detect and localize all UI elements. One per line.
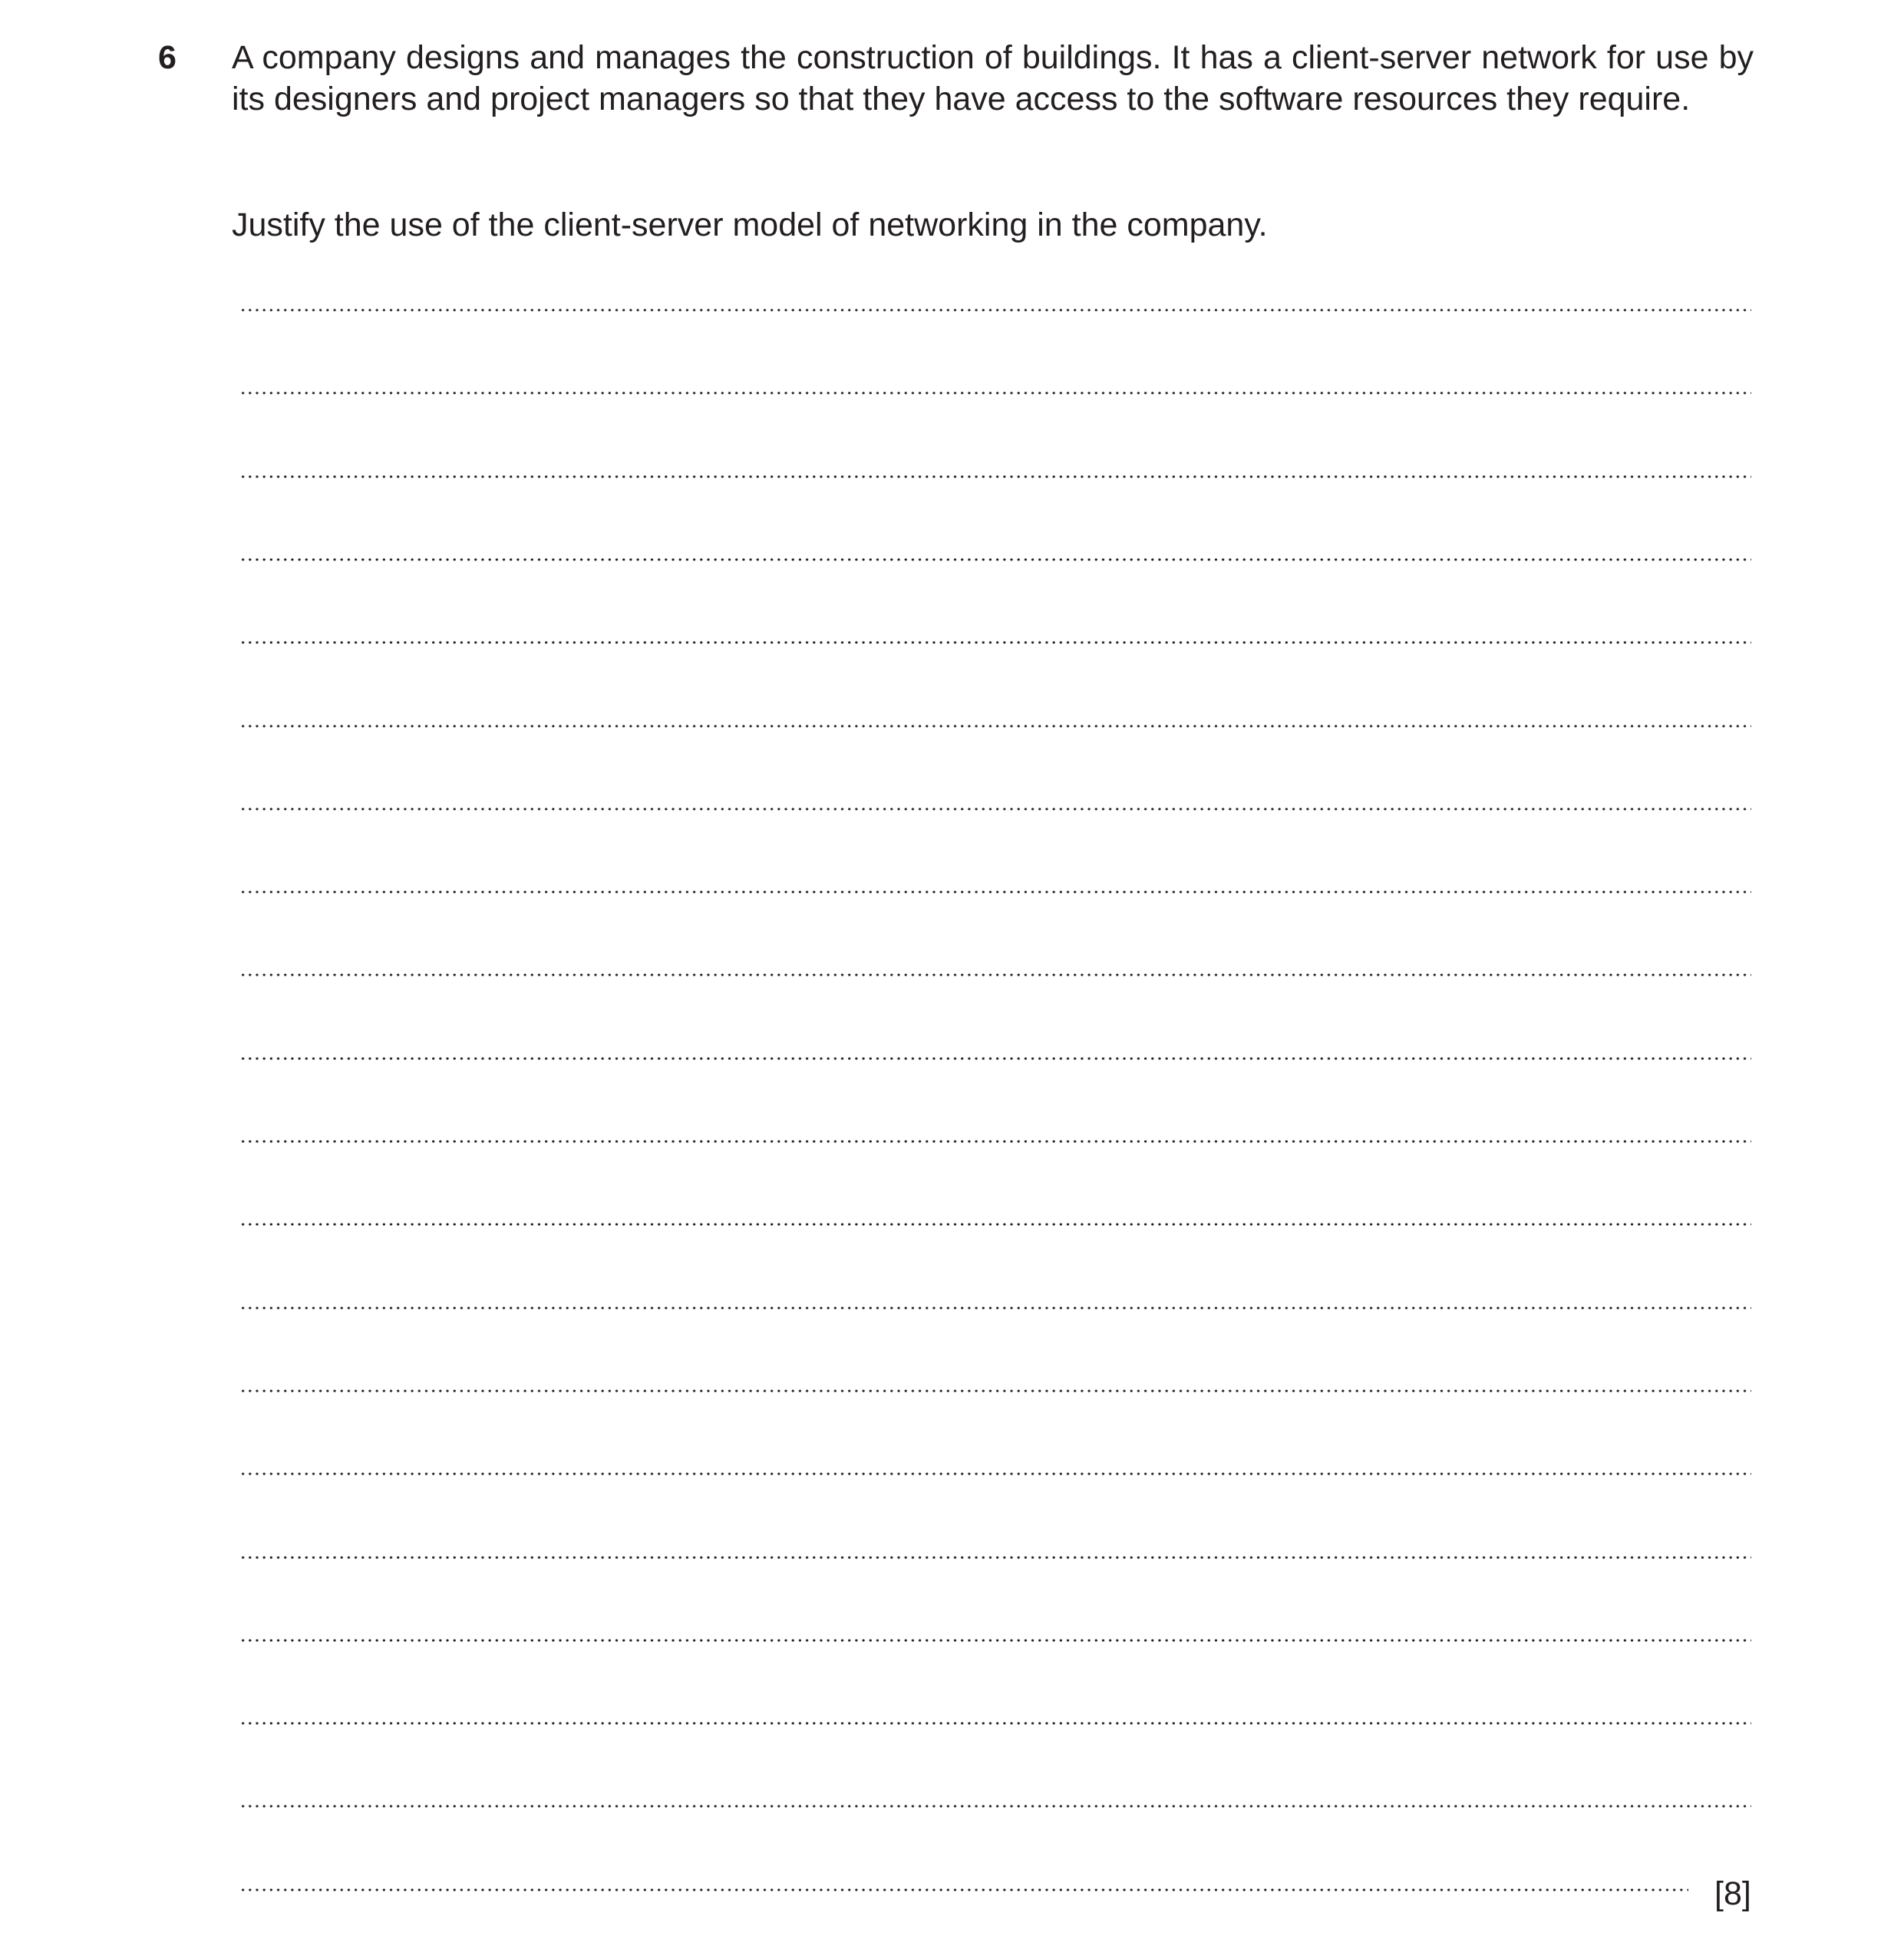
marks-indicator: [8] <box>1714 1875 1751 1912</box>
answer-line[interactable] <box>239 1722 1751 1725</box>
answer-line[interactable] <box>239 808 1751 811</box>
answer-line[interactable] <box>239 1556 1751 1559</box>
answer-line[interactable] <box>239 558 1751 561</box>
answer-line[interactable] <box>239 973 1751 976</box>
question-number: 6 <box>158 39 177 76</box>
answer-line[interactable] <box>239 1639 1751 1642</box>
answer-line[interactable] <box>239 1389 1751 1392</box>
answer-line[interactable] <box>239 641 1751 644</box>
answer-line[interactable] <box>239 1805 1751 1808</box>
answer-line[interactable] <box>239 475 1751 478</box>
answer-line[interactable] <box>239 391 1751 395</box>
answer-line[interactable] <box>239 1223 1751 1226</box>
answer-line[interactable] <box>239 1472 1751 1475</box>
answer-line[interactable] <box>239 890 1751 894</box>
answer-line[interactable] <box>239 1888 1688 1891</box>
answer-line[interactable] <box>239 1140 1751 1143</box>
answer-line[interactable] <box>239 1057 1751 1060</box>
answer-line[interactable] <box>239 1306 1751 1310</box>
answer-line[interactable] <box>239 725 1751 728</box>
question-stem: A company designs and manages the construction of buildings. It has a client-server network for use by its designers and project managers so that they have access to the software resources they require. <box>232 39 1754 117</box>
question-instruction: Justify the use of the client-server model of networking in the company. <box>232 206 1268 243</box>
answer-area[interactable] <box>239 0 1751 1949</box>
answer-line[interactable] <box>239 309 1751 312</box>
